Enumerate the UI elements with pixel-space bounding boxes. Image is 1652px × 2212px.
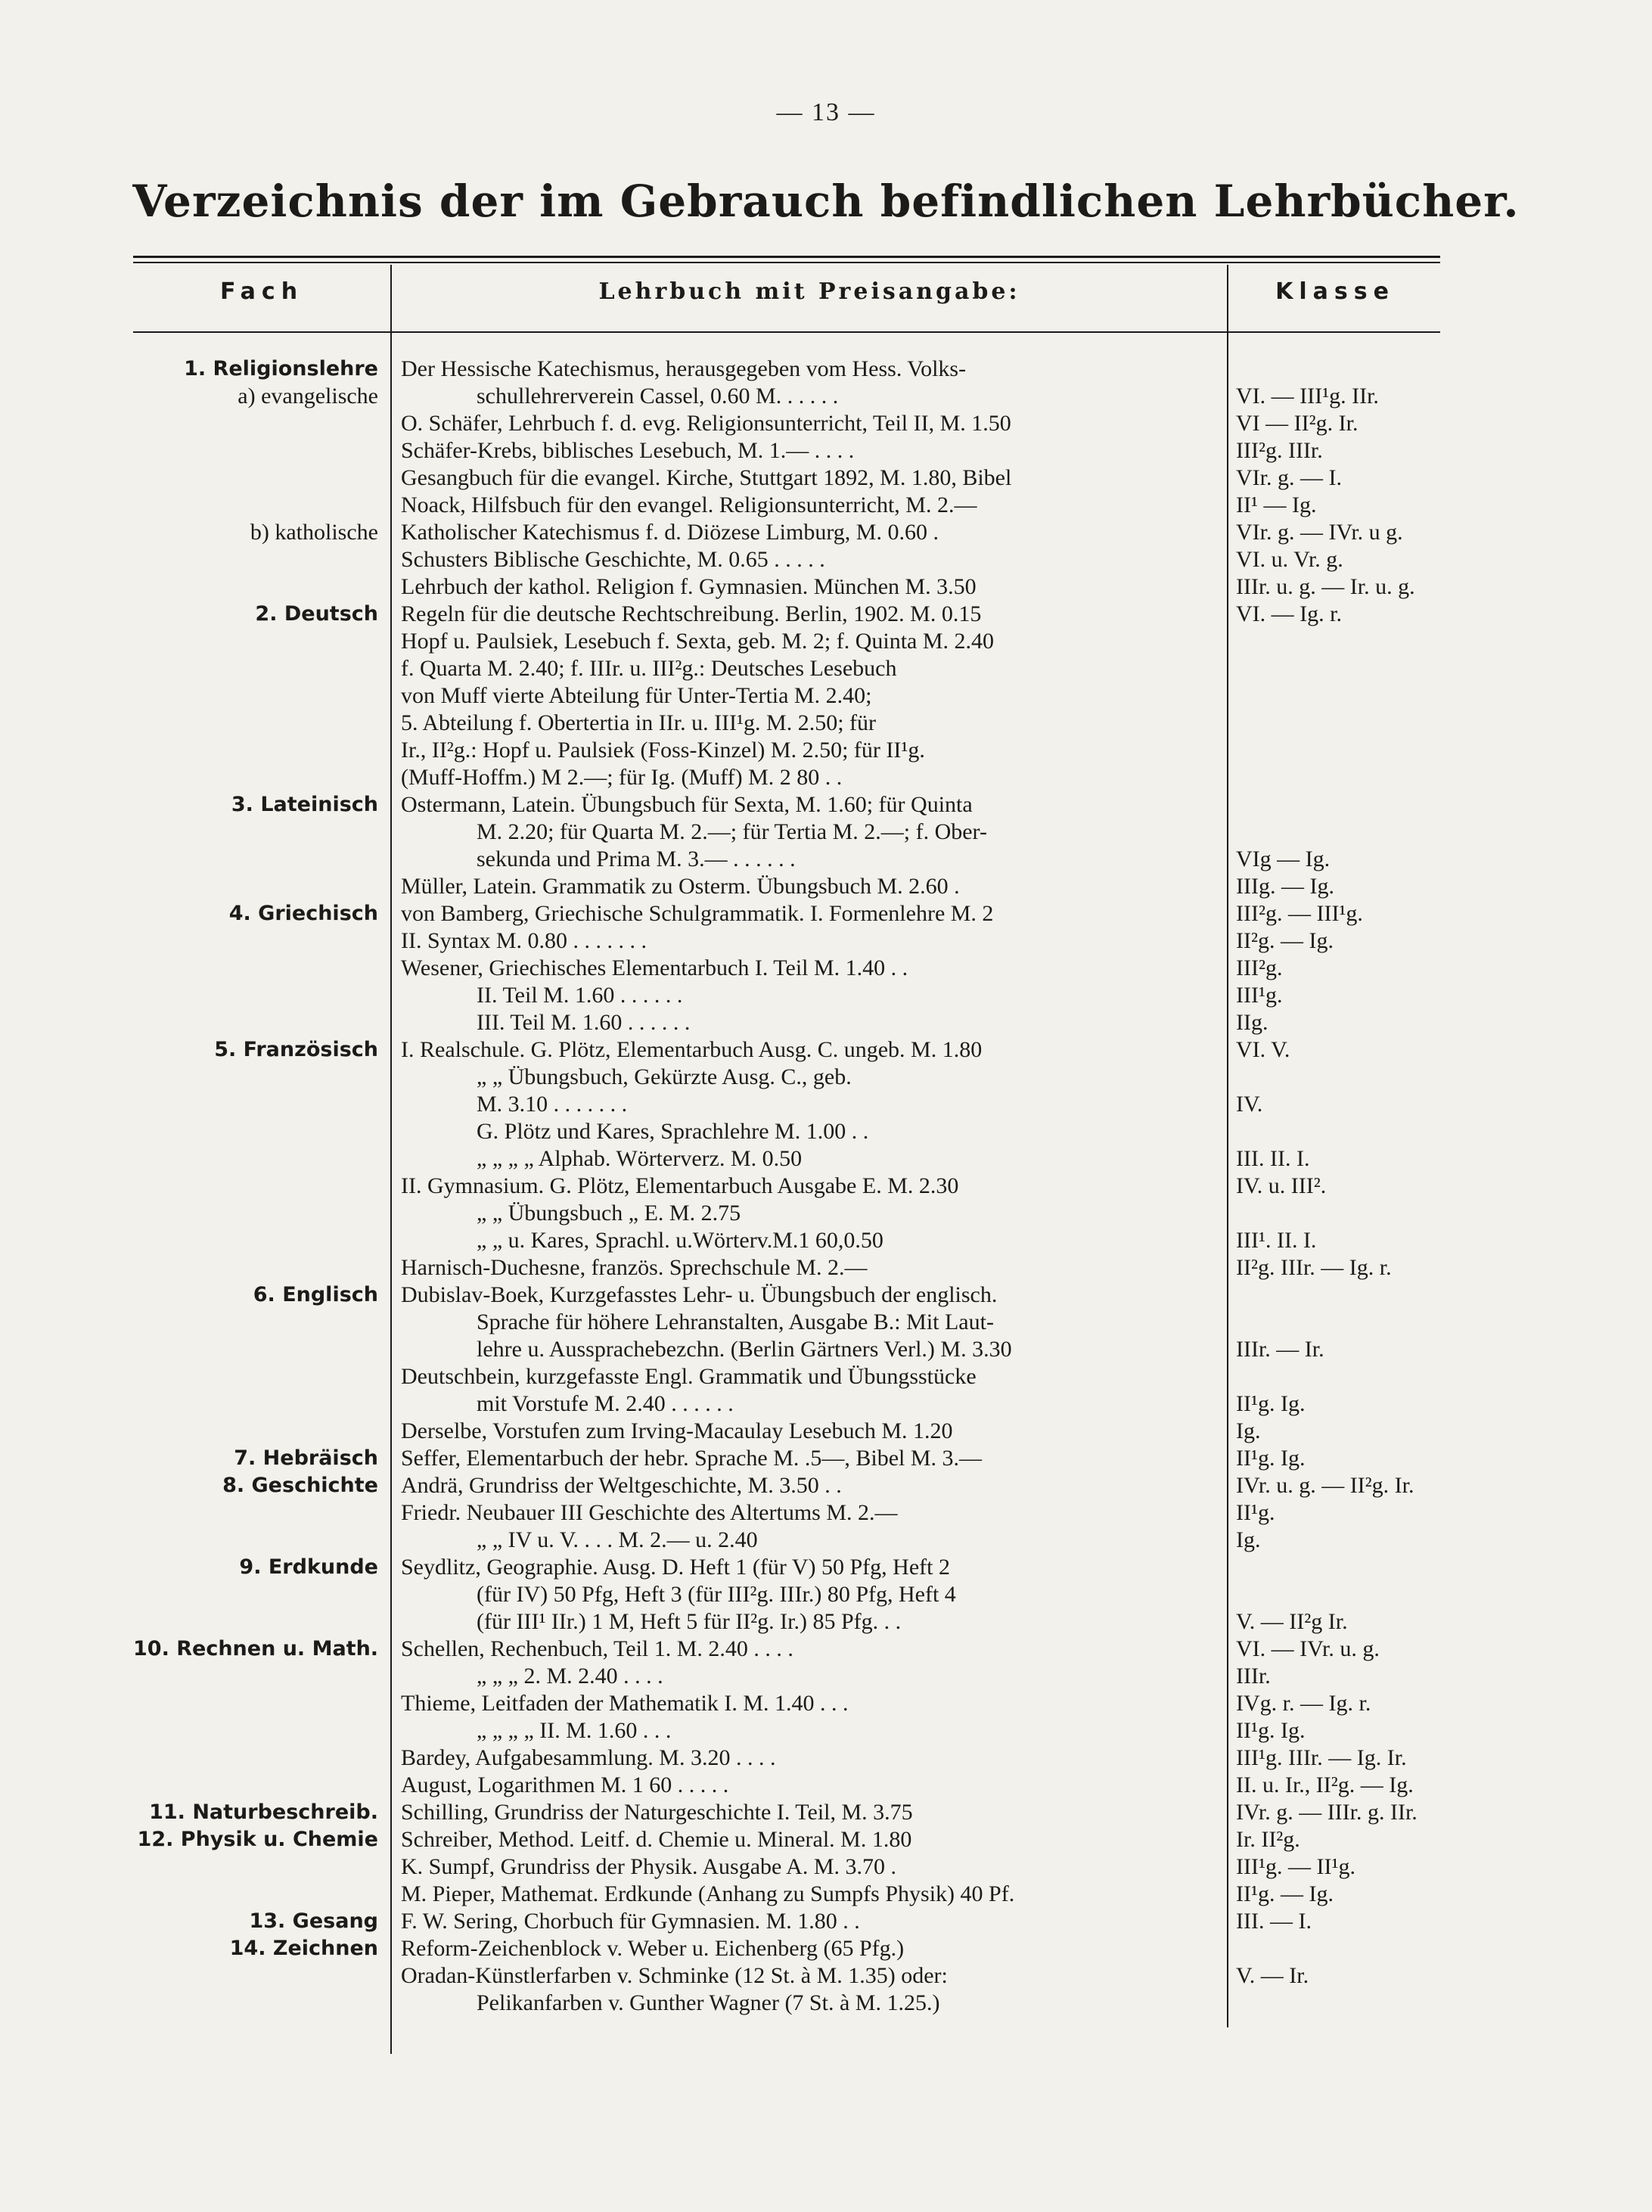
table-row xyxy=(133,819,1440,846)
class-cell: IIg. xyxy=(1236,1010,1268,1035)
textbook-cell: Schellen, Rechenbuch, Teil 1. M. 2.40 . . . . xyxy=(401,1636,793,1661)
textbook-cell: Ostermann, Latein. Übungsbuch für Sexta, M. 1.60; für Quinta xyxy=(401,792,973,817)
textbook-cell: „ „ Übungsbuch „ E. M. 2.75 xyxy=(477,1201,741,1226)
textbook-cell: Schilling, Grundriss der Naturgeschichte I. Teil, M. 3.75 xyxy=(401,1800,913,1825)
textbook-cell: Lehrbuch der kathol. Religion f. Gymnasien. München M. 3.50 xyxy=(401,574,977,599)
table-row xyxy=(133,846,1440,873)
textbook-cell: lehre u. Aussprachebezchn. (Berlin Gärtners Verl.) M. 3.30 xyxy=(477,1337,1012,1362)
textbook-cell: I. Realschule. G. Plötz, Elementarbuch Ausg. C. ungeb. M. 1.80 xyxy=(401,1037,983,1062)
subject-cell: 8. Geschichte xyxy=(222,1474,378,1497)
table-row xyxy=(133,1608,1440,1636)
table-row xyxy=(133,1009,1440,1036)
table-row xyxy=(133,437,1440,464)
subject-cell: 4. Griechisch xyxy=(228,902,378,925)
table-row xyxy=(133,1282,1440,1309)
subject-cell: 9. Erdkunde xyxy=(239,1555,378,1579)
table-row xyxy=(133,1091,1440,1118)
textbook-cell: II. Teil M. 1.60 . . . . . . xyxy=(477,983,683,1008)
table-row xyxy=(133,383,1440,410)
class-cell: VIr. g. — IVr. u g. xyxy=(1236,520,1403,545)
table-row xyxy=(133,464,1440,492)
table-row xyxy=(133,1826,1440,1853)
textbook-cell: „ „ „ „ II. M. 1.60 . . . xyxy=(477,1718,672,1743)
table-row xyxy=(133,1200,1440,1227)
table-row xyxy=(133,1499,1440,1527)
subject-cell: 1. Religionslehre xyxy=(184,357,378,381)
class-cell: IV. xyxy=(1236,1092,1263,1117)
table-row xyxy=(133,900,1440,927)
table-row xyxy=(133,1445,1440,1472)
textbook-cell: „ „ IV u. V. . . . M. 2.— u. 2.40 xyxy=(477,1527,758,1552)
textbook-cell: Hopf u. Paulsiek, Lesebuch f. Sexta, geb. M. 2; f. Quinta M. 2.40 xyxy=(401,629,995,654)
table-row xyxy=(133,1309,1440,1336)
class-cell: III¹g. — II¹g. xyxy=(1236,1854,1355,1879)
textbook-cell: Friedr. Neubauer III Geschichte des Altertums M. 2.— xyxy=(401,1500,898,1525)
textbook-cell: K. Sumpf, Grundriss der Physik. Ausgabe A. M. 3.70 . xyxy=(401,1854,897,1879)
subject-cell: a) evangelische xyxy=(238,384,378,409)
textbook-cell: Ir., II²g.: Hopf u. Paulsiek (Foss-Kinzel) M. 2.50; für II¹g. xyxy=(401,738,925,763)
class-cell: IVr. u. g. — II²g. Ir. xyxy=(1236,1473,1414,1498)
textbook-cell: Katholischer Katechismus f. d. Diözese Limburg, M. 0.60 . xyxy=(401,520,939,545)
textbook-cell: „ „ „ „ Alphab. Wörterverz. M. 0.50 xyxy=(477,1146,803,1171)
class-cell: Ig. xyxy=(1236,1527,1261,1552)
table-row xyxy=(133,1962,1440,1990)
textbook-cell: Wesener, Griechisches Elementarbuch I. Teil M. 1.40 . . xyxy=(401,955,908,980)
class-cell: VIr. g. — I. xyxy=(1236,465,1342,490)
table-row xyxy=(133,573,1440,601)
class-cell: II¹g. Ig. xyxy=(1236,1446,1306,1471)
class-cell: II¹ — Ig. xyxy=(1236,492,1317,517)
table-row xyxy=(133,1744,1440,1772)
textbook-cell: G. Plötz und Kares, Sprachlehre M. 1.00 . . xyxy=(477,1119,869,1144)
textbook-cell: Müller, Latein. Grammatik zu Osterm. Übungsbuch M. 2.60 . xyxy=(401,874,960,899)
table-row xyxy=(133,1173,1440,1200)
table-row xyxy=(133,982,1440,1009)
table-row xyxy=(133,601,1440,628)
textbook-cell: II. Syntax M. 0.80 . . . . . . . xyxy=(401,928,647,953)
table-row xyxy=(133,1036,1440,1064)
class-cell: III²g. — III¹g. xyxy=(1236,901,1363,926)
textbook-cell: III. Teil M. 1.60 . . . . . . xyxy=(477,1010,691,1035)
textbook-cell: 5. Abteilung f. Obertertia in IIr. u. III¹g. M. 2.50; für xyxy=(401,710,877,735)
class-cell: II¹g. Ig. xyxy=(1236,1391,1306,1416)
class-cell: VI. — Ig. r. xyxy=(1236,601,1342,626)
class-cell: V. — Ir. xyxy=(1236,1963,1309,1988)
textbook-cell: f. Quarta M. 2.40; f. IIIr. u. III²g.: Deutsches Lesebuch xyxy=(401,656,897,681)
class-cell: IIIg. — Ig. xyxy=(1236,874,1334,899)
table-row xyxy=(133,710,1440,737)
textbook-cell: Reform-Zeichenblock v. Weber u. Eichenberg (65 Pfg.) xyxy=(401,1936,905,1961)
table-row xyxy=(133,410,1440,437)
subject-cell: 12. Physik u. Chemie xyxy=(137,1828,378,1851)
table-row xyxy=(133,492,1440,519)
table-row xyxy=(133,628,1440,655)
class-cell: III¹g. IIIr. — Ig. Ir. xyxy=(1236,1745,1407,1770)
table-row xyxy=(133,927,1440,955)
page-title: Verzeichnis der im Gebrauch befindlichen Lehrbücher. xyxy=(132,176,1520,227)
class-cell: IVr. g. — IIIr. g. IIr. xyxy=(1236,1800,1418,1825)
class-cell: III. — I. xyxy=(1236,1909,1312,1934)
table-row xyxy=(133,1935,1440,1962)
textbook-cell: „ „ „ 2. M. 2.40 . . . . xyxy=(477,1664,663,1689)
class-cell: V. — II²g Ir. xyxy=(1236,1609,1348,1634)
textbook-cell: Deutschbein, kurzgefasste Engl. Grammatik und Übungsstücke xyxy=(401,1364,977,1389)
table-row xyxy=(133,764,1440,791)
table-row xyxy=(133,1145,1440,1173)
table-row xyxy=(133,1581,1440,1608)
top-rule xyxy=(133,256,1440,258)
subject-cell: 2. Deutsch xyxy=(255,602,378,626)
textbook-cell: Harnisch-Duchesne, französ. Sprechschule M. 2.— xyxy=(401,1255,868,1280)
class-cell: VI. — III¹g. IIr. xyxy=(1236,384,1379,409)
class-cell: II²g. — Ig. xyxy=(1236,928,1334,953)
textbook-cell: O. Schäfer, Lehrbuch f. d. evg. Religionsunterricht, Teil II, M. 1.50 xyxy=(401,411,1011,436)
table-row xyxy=(133,1772,1440,1799)
textbook-cell: von Muff vierte Abteilung für Unter-Tertia M. 2.40; xyxy=(401,683,872,708)
textbook-cell: „ „ u. Kares, Sprachl. u.Wörterv.M.1 60,0.50 xyxy=(477,1228,883,1253)
header-rule xyxy=(133,331,1440,333)
textbook-cell: M. 2.20; für Quarta M. 2.—; für Tertia M. 2.—; f. Ober- xyxy=(477,819,987,844)
textbook-cell: Noack, Hilfsbuch für den evangel. Religionsunterricht, M. 2.— xyxy=(401,492,977,517)
textbook-cell: Regeln für die deutsche Rechtschreibung. Berlin, 1902. M. 0.15 xyxy=(401,601,982,626)
subject-cell: 14. Zeichnen xyxy=(229,1937,378,1960)
textbook-cell: Andrä, Grundriss der Weltgeschichte, M. 3.50 . . xyxy=(401,1473,842,1498)
subject-cell: 13. Gesang xyxy=(249,1909,378,1933)
class-cell: III¹. II. I. xyxy=(1236,1228,1317,1253)
textbook-cell: Schreiber, Method. Leitf. d. Chemie u. Mineral. M. 1.80 xyxy=(401,1827,912,1852)
class-cell: II¹g. — Ig. xyxy=(1236,1881,1334,1906)
class-cell: IVg. r. — Ig. r. xyxy=(1236,1691,1371,1716)
subject-cell: 11. Naturbeschreib. xyxy=(149,1800,378,1824)
table-row xyxy=(133,546,1440,573)
subject-cell: 6. Englisch xyxy=(253,1283,378,1306)
textbook-cell: von Bamberg, Griechische Schulgrammatik. I. Formenlehre M. 2 xyxy=(401,901,994,926)
subject-cell: 7. Hebräisch xyxy=(234,1446,378,1470)
textbook-cell: sekunda und Prima M. 3.— . . . . . . xyxy=(477,847,796,871)
class-cell: III¹g. xyxy=(1236,983,1283,1008)
table-row xyxy=(133,1799,1440,1826)
table-row xyxy=(133,1554,1440,1581)
class-cell: II¹g. xyxy=(1236,1500,1275,1525)
table-row xyxy=(133,682,1440,710)
class-cell: II²g. IIIr. — Ig. r. xyxy=(1236,1255,1392,1280)
column-header-fach: Fach xyxy=(219,278,304,305)
table-row xyxy=(133,1853,1440,1881)
textbook-cell: Schusters Biblische Geschichte, M. 0.65 . . . . . xyxy=(401,547,825,572)
table-row xyxy=(133,1881,1440,1908)
textbook-cell: M. Pieper, Mathemat. Erdkunde (Anhang zu Sumpfs Physik) 40 Pf. xyxy=(401,1881,1015,1906)
table-row xyxy=(133,1336,1440,1363)
textbook-cell: Oradan-Künstlerfarben v. Schminke (12 St. à M. 1.35) oder: xyxy=(401,1963,948,1988)
textbook-cell: Thieme, Leitfaden der Mathematik I. M. 1.40 . . . xyxy=(401,1691,849,1716)
textbook-cell: (für IV) 50 Pfg, Heft 3 (für III²g. IIIr.) 80 Pfg, Heft 4 xyxy=(477,1582,956,1607)
table-row xyxy=(133,1990,1440,2017)
table-row xyxy=(133,1717,1440,1744)
table-row xyxy=(133,1636,1440,1663)
subject-cell: b) katholische xyxy=(250,520,378,545)
table-row xyxy=(133,1363,1440,1390)
textbook-cell: Dubislav-Boek, Kurzgefasstes Lehr- u. Übungsbuch der englisch. xyxy=(401,1282,998,1307)
top-rule-inner xyxy=(133,262,1440,263)
class-cell: III. II. I. xyxy=(1236,1146,1310,1171)
textbook-cell: schullehrerverein Cassel, 0.60 M. . . . . . xyxy=(477,384,839,409)
subject-cell: 3. Lateinisch xyxy=(231,793,378,816)
class-cell: Ig. xyxy=(1236,1418,1261,1443)
table-row xyxy=(133,1418,1440,1445)
textbook-cell: Pelikanfarben v. Gunther Wagner (7 St. à M. 1.25.) xyxy=(477,1990,940,2015)
table-row xyxy=(133,1527,1440,1554)
textbook-cell: M. 3.10 . . . . . . . xyxy=(477,1092,628,1117)
textbook-cell: Sprache für höhere Lehranstalten, Ausgabe B.: Mit Laut- xyxy=(477,1309,994,1334)
class-cell: VIg — Ig. xyxy=(1236,847,1331,871)
class-cell: VI. V. xyxy=(1236,1037,1290,1062)
class-cell: VI. u. Vr. g. xyxy=(1236,547,1343,572)
class-cell: IIIr. — Ir. xyxy=(1236,1337,1324,1362)
table-row xyxy=(133,1254,1440,1282)
textbook-cell: Gesangbuch für die evangel. Kirche, Stuttgart 1892, M. 1.80, Bibel xyxy=(401,465,1012,490)
textbook-cell: Seffer, Elementarbuch der hebr. Sprache M. .5—, Bibel M. 3.— xyxy=(401,1446,983,1471)
table-row xyxy=(133,1908,1440,1935)
class-cell: IIIr. u. g. — Ir. u. g. xyxy=(1236,574,1415,599)
subject-cell: 10. Rechnen u. Math. xyxy=(133,1637,379,1661)
table-row xyxy=(133,356,1440,383)
class-cell: II. u. Ir., II²g. — Ig. xyxy=(1236,1772,1414,1797)
table-row xyxy=(133,1227,1440,1254)
textbook-cell: Schäfer-Krebs, biblisches Lesebuch, M. 1.— . . . . xyxy=(401,438,855,463)
table-row xyxy=(133,655,1440,682)
textbook-cell: II. Gymnasium. G. Plötz, Elementarbuch Ausgabe E. M. 2.30 xyxy=(401,1173,959,1198)
table-row xyxy=(133,1472,1440,1499)
table-row xyxy=(133,737,1440,764)
page-number: — 13 — xyxy=(776,98,876,126)
textbook-cell: F. W. Sering, Chorbuch für Gymnasien. M. 1.80 . . xyxy=(401,1909,860,1934)
textbook-cell: Bardey, Aufgabesammlung. M. 3.20 . . . . xyxy=(401,1745,776,1770)
textbook-cell: (Muff-Hoffm.) M 2.—; für Ig. (Muff) M. 2 80 . . xyxy=(401,765,843,790)
class-cell: IV. u. III². xyxy=(1236,1173,1327,1198)
textbook-cell: August, Logarithmen M. 1 60 . . . . . xyxy=(401,1772,729,1797)
textbook-cell: mit Vorstufe M. 2.40 . . . . . . xyxy=(477,1391,734,1416)
textbook-cell: Seydlitz, Geographie. Ausg. D. Heft 1 (für V) 50 Pfg, Heft 2 xyxy=(401,1555,950,1580)
table-row xyxy=(133,1663,1440,1690)
textbook-table xyxy=(133,356,1440,2017)
textbook-cell: Der Hessische Katechismus, herausgegeben vom Hess. Volks- xyxy=(401,356,967,381)
textbook-cell: „ „ Übungsbuch, Gekürzte Ausg. C., geb. xyxy=(477,1064,852,1089)
class-cell: IIIr. xyxy=(1236,1664,1271,1689)
table-row xyxy=(133,1690,1440,1717)
class-cell: III²g. xyxy=(1236,955,1283,980)
column-header-klasse: Klasse xyxy=(1275,278,1395,305)
textbook-cell: Derselbe, Vorstufen zum Irving-Macaulay Lesebuch M. 1.20 xyxy=(401,1418,953,1443)
table-row xyxy=(133,1064,1440,1091)
column-header-lehrbuch: Lehrbuch mit Preisangabe: xyxy=(598,278,1020,305)
table-row xyxy=(133,791,1440,819)
class-cell: Ir. II²g. xyxy=(1236,1827,1300,1852)
table-row xyxy=(133,873,1440,900)
table-row xyxy=(133,519,1440,546)
table-row xyxy=(133,1390,1440,1418)
class-cell: III²g. IIIr. xyxy=(1236,438,1323,463)
class-cell: II¹g. Ig. xyxy=(1236,1718,1306,1743)
class-cell: VI — II²g. Ir. xyxy=(1236,411,1359,436)
subject-cell: 5. Französisch xyxy=(214,1038,378,1061)
table-row xyxy=(133,955,1440,982)
table-row xyxy=(133,1118,1440,1145)
class-cell: VI. — IVr. u. g. xyxy=(1236,1636,1380,1661)
textbook-cell: (für III¹ IIr.) 1 M, Heft 5 für II²g. Ir.) 85 Pfg. . . xyxy=(477,1609,902,1634)
